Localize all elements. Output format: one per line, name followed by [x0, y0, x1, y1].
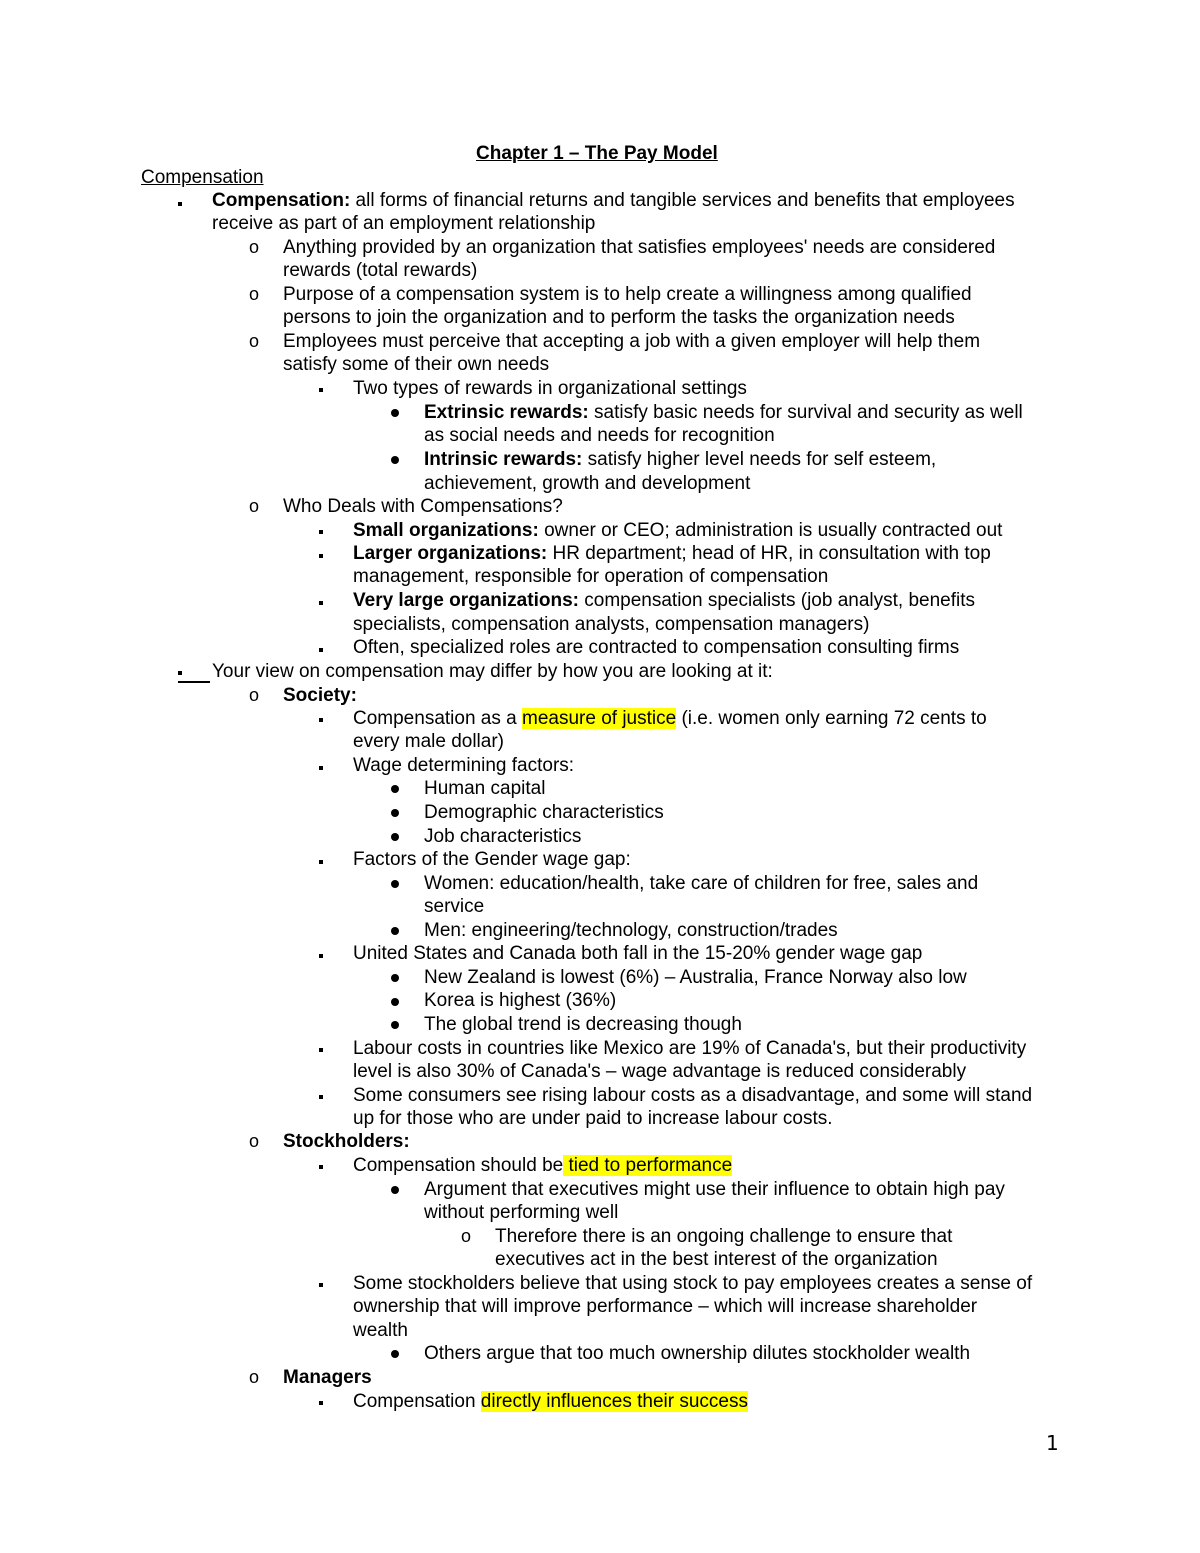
round-bullet-icon: [391, 809, 399, 817]
o-bullet-icon: o: [249, 1367, 260, 1387]
square-bullet-icon: [319, 530, 323, 534]
highlight: directly influences their success: [480, 1391, 748, 1412]
round-bullet-icon: [391, 998, 399, 1006]
list-item: Argument that executives might use their influence to obtain high pay: [424, 1179, 1005, 1200]
list-item-continuation: satisfy some of their own needs: [283, 354, 550, 375]
round-bullet-icon: [391, 785, 399, 793]
list-item: Some consumers see rising labour costs as a disadvantage, and some will stand: [353, 1085, 1033, 1106]
list-item: Compensation should be tied to performance: [353, 1155, 733, 1176]
list-item-continuation: receive as part of an employment relationship: [212, 213, 596, 234]
list-item-continuation: persons to join the organization and to perform the tasks the organization needs: [283, 307, 955, 328]
list-item: Job characteristics: [424, 826, 582, 847]
list-item: Compensation: all forms of financial returns and tangible services and benefits that employees: [212, 190, 1015, 211]
subheading-stockholders: Stockholders:: [283, 1131, 410, 1152]
list-item: Korea is highest (36%): [424, 990, 617, 1011]
o-bullet-icon: o: [461, 1226, 472, 1246]
list-item: Your view on compensation may differ by how you are looking at it:: [212, 661, 773, 682]
list-item: Compensation as a measure of justice (i.e. women only earning 72 cents to: [353, 708, 987, 729]
list-item: Some stockholders believe that using stock to pay employees creates a sense of: [353, 1273, 1033, 1294]
o-bullet-icon: o: [249, 237, 260, 257]
o-bullet-icon: o: [249, 1131, 260, 1151]
round-bullet-icon: [391, 1350, 399, 1358]
list-item-continuation: achievement, growth and development: [424, 473, 751, 494]
round-bullet-icon: [391, 974, 399, 982]
list-item: Human capital: [424, 778, 546, 799]
round-bullet-icon: [391, 456, 399, 464]
bullet-underline: [178, 681, 210, 683]
subheading-society: Society:: [283, 685, 357, 706]
list-item: Small organizations: owner or CEO; administration is usually contracted out: [353, 520, 1003, 541]
square-bullet-icon: [319, 1401, 323, 1405]
list-item: Men: engineering/technology, construction/trades: [424, 920, 838, 941]
round-bullet-icon: [391, 880, 399, 888]
square-bullet-icon: [319, 648, 323, 652]
square-bullet-icon: [319, 554, 323, 558]
list-item-continuation: wealth: [353, 1320, 408, 1341]
list-item: Purpose of a compensation system is to help create a willingness among qualified: [283, 284, 972, 305]
round-bullet-icon: [391, 409, 399, 417]
list-item-continuation: every male dollar): [353, 731, 504, 752]
list-item-continuation: management, responsible for operation of compensation: [353, 566, 829, 587]
list-item: The global trend is decreasing though: [424, 1014, 742, 1035]
o-bullet-icon: o: [249, 284, 260, 304]
list-item: Anything provided by an organization that satisfies employees' needs are considered: [283, 237, 996, 258]
list-item-continuation: up for those who are under paid to increase labour costs.: [353, 1108, 833, 1129]
square-bullet-icon: [319, 1283, 323, 1287]
square-bullet-icon: [319, 860, 323, 864]
list-item: Therefore there is an ongoing challenge to ensure that: [495, 1226, 953, 1247]
list-item-continuation: as social needs and needs for recognition: [424, 425, 775, 446]
list-item: Others argue that too much ownership dilutes stockholder wealth: [424, 1343, 971, 1364]
square-bullet-icon: [319, 388, 323, 392]
highlight: tied to performance: [563, 1155, 733, 1176]
highlight: measure of justice: [522, 708, 677, 729]
list-item: Wage determining factors:: [353, 755, 575, 776]
list-item: Factors of the Gender wage gap:: [353, 849, 631, 870]
square-bullet-icon: [178, 671, 182, 675]
o-bullet-icon: o: [249, 331, 260, 351]
o-bullet-icon: o: [249, 685, 260, 705]
round-bullet-icon: [391, 833, 399, 841]
list-item: Employees must perceive that accepting a job with a given employer will help them: [283, 331, 981, 352]
list-item: Larger organizations: HR department; head of HR, in consultation with top: [353, 543, 991, 564]
page-title: Chapter 1 – The Pay Model: [476, 143, 718, 164]
round-bullet-icon: [391, 927, 399, 935]
round-bullet-icon: [391, 1186, 399, 1194]
list-item-continuation: without performing well: [424, 1202, 619, 1223]
square-bullet-icon: [178, 202, 182, 206]
list-item: Compensation directly influences their success: [353, 1391, 748, 1412]
square-bullet-icon: [319, 601, 323, 605]
round-bullet-icon: [391, 1021, 399, 1029]
section-heading: Compensation: [141, 167, 264, 188]
list-item: Demographic characteristics: [424, 802, 664, 823]
list-item-continuation: ownership that will improve performance – which will increase shareholder: [353, 1296, 978, 1317]
list-item-continuation: level is also 30% of Canada's – wage advantage is reduced considerably: [353, 1061, 967, 1082]
list-item: Extrinsic rewards: satisfy basic needs for survival and security as well: [424, 402, 1023, 423]
square-bullet-icon: [319, 766, 323, 770]
list-item-continuation: executives act in the best interest of the organization: [495, 1249, 938, 1270]
list-item: Labour costs in countries like Mexico are 19% of Canada's, but their productivity: [353, 1038, 1027, 1059]
list-item-continuation: service: [424, 896, 485, 917]
list-item: Intrinsic rewards: satisfy higher level needs for self esteem,: [424, 449, 937, 470]
list-item: Two types of rewards in organizational settings: [353, 378, 747, 399]
o-bullet-icon: o: [249, 496, 260, 516]
square-bullet-icon: [319, 954, 323, 958]
page-number: 1: [1046, 1431, 1059, 1455]
list-item: Often, specialized roles are contracted to compensation consulting firms: [353, 637, 960, 658]
list-item-continuation: rewards (total rewards): [283, 260, 478, 281]
square-bullet-icon: [319, 1048, 323, 1052]
list-item-continuation: specialists, compensation analysts, compensation managers): [353, 614, 870, 635]
list-item: United States and Canada both fall in the 15-20% gender wage gap: [353, 943, 923, 964]
square-bullet-icon: [319, 1165, 323, 1169]
list-item: New Zealand is lowest (6%) – Australia, France Norway also low: [424, 967, 967, 988]
square-bullet-icon: [319, 718, 323, 722]
list-item: Very large organizations: compensation specialists (job analyst, benefits: [353, 590, 976, 611]
subheading-managers: Managers: [283, 1367, 372, 1388]
square-bullet-icon: [319, 1095, 323, 1099]
list-item: Women: education/health, take care of children for free, sales and: [424, 873, 979, 894]
list-item: Who Deals with Compensations?: [283, 496, 563, 517]
